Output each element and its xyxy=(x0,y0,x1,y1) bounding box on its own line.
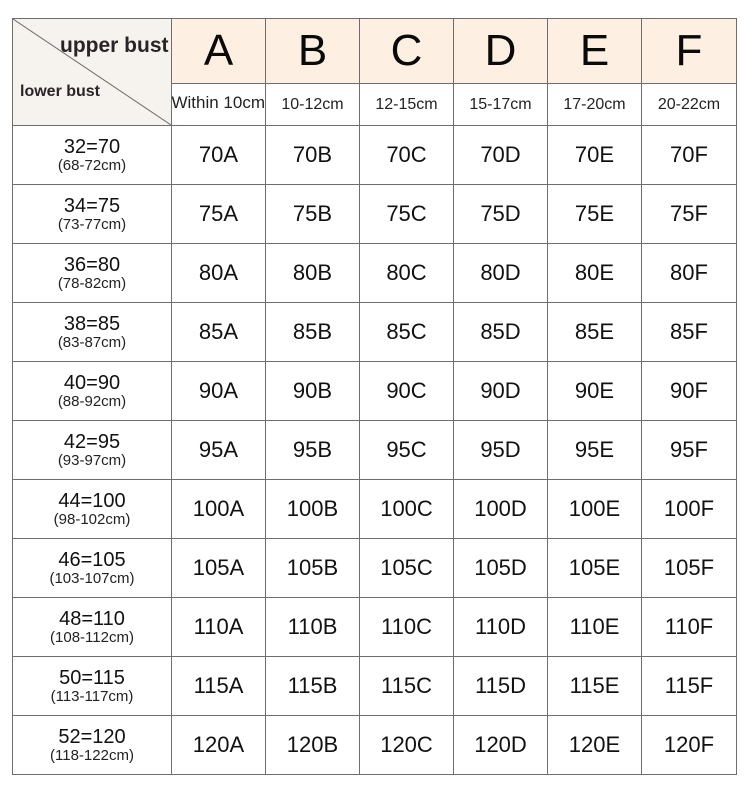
table-row xyxy=(13,303,737,362)
band-size-label: 36=80 xyxy=(63,253,121,276)
band-size-label: 32=70 xyxy=(63,135,121,158)
cup-header-f: F xyxy=(642,19,737,84)
size-cell: 120F xyxy=(642,716,737,775)
size-cell: 80F xyxy=(642,244,737,303)
size-cell: 105D xyxy=(454,539,548,598)
size-cell: 85F xyxy=(642,303,737,362)
size-cell: 85C xyxy=(360,303,454,362)
band-range-label: (108-112cm) xyxy=(50,628,134,646)
size-cell: 90D xyxy=(454,362,548,421)
band-range-label: (73-77cm) xyxy=(57,215,127,233)
band-range-label: (78-82cm) xyxy=(57,274,127,292)
band-range-label: (93-97cm) xyxy=(57,451,127,469)
table-row xyxy=(13,185,737,244)
size-cell: 85D xyxy=(454,303,548,362)
cup-range-a xyxy=(172,84,266,126)
table-row xyxy=(13,244,737,303)
size-cell: 110B xyxy=(266,598,360,657)
size-cell: 90B xyxy=(266,362,360,421)
size-cell: 105E xyxy=(548,539,642,598)
size-cell: 90C xyxy=(360,362,454,421)
size-cell: 115E xyxy=(548,657,642,716)
size-cell: 120B xyxy=(266,716,360,775)
size-cell: 85A xyxy=(172,303,266,362)
band-size-label: 38=85 xyxy=(63,312,121,335)
table-row xyxy=(13,598,737,657)
size-cell: 100D xyxy=(454,480,548,539)
bra-size-table xyxy=(12,18,737,775)
cup-header-e: E xyxy=(548,19,642,84)
cup-range-d: 15-17cm xyxy=(454,84,548,126)
band-size-cell xyxy=(13,126,172,185)
table-row xyxy=(13,362,737,421)
size-cell: 100E xyxy=(548,480,642,539)
size-cell: 105F xyxy=(642,539,737,598)
size-cell: 80B xyxy=(266,244,360,303)
size-cell: 100C xyxy=(360,480,454,539)
size-cell: 75F xyxy=(642,185,737,244)
size-cell: 120D xyxy=(454,716,548,775)
band-size-cell xyxy=(13,716,172,775)
size-cell: 115D xyxy=(454,657,548,716)
size-cell: 95F xyxy=(642,421,737,480)
band-range-label: (83-87cm) xyxy=(57,333,127,351)
size-cell: 80C xyxy=(360,244,454,303)
band-range-label: (68-72cm) xyxy=(57,156,127,174)
size-cell: 95C xyxy=(360,421,454,480)
size-cell: 70B xyxy=(266,126,360,185)
band-range-label: (88-92cm) xyxy=(57,392,127,410)
band-size-cell xyxy=(13,480,172,539)
size-cell: 75A xyxy=(172,185,266,244)
table-row xyxy=(13,480,737,539)
band-range-label: (118-122cm) xyxy=(50,746,134,764)
table-row xyxy=(13,126,737,185)
size-cell: 70D xyxy=(454,126,548,185)
size-cell: 110F xyxy=(642,598,737,657)
band-range-label: (98-102cm) xyxy=(53,510,131,528)
corner-header xyxy=(13,19,172,126)
size-cell: 115C xyxy=(360,657,454,716)
size-cell: 100B xyxy=(266,480,360,539)
table-row xyxy=(13,539,737,598)
size-cell: 80D xyxy=(454,244,548,303)
cup-range-b: 10-12cm xyxy=(266,84,360,126)
size-cell: 110A xyxy=(172,598,266,657)
size-cell: 110D xyxy=(454,598,548,657)
band-size-label: 34=75 xyxy=(63,194,121,217)
size-cell: 100F xyxy=(642,480,737,539)
band-size-cell xyxy=(13,244,172,303)
size-cell: 105A xyxy=(172,539,266,598)
cup-range-a-text: Within 10cm xyxy=(171,93,265,112)
band-size-cell xyxy=(13,657,172,716)
size-cell: 95A xyxy=(172,421,266,480)
size-cell: 75B xyxy=(266,185,360,244)
band-size-cell xyxy=(13,362,172,421)
size-cell: 110E xyxy=(548,598,642,657)
table-row xyxy=(13,421,737,480)
size-cell: 120E xyxy=(548,716,642,775)
size-cell: 90A xyxy=(172,362,266,421)
band-size-label: 46=105 xyxy=(58,548,126,571)
size-cell: 95B xyxy=(266,421,360,480)
size-cell: 115B xyxy=(266,657,360,716)
size-cell: 100A xyxy=(172,480,266,539)
size-cell: 75D xyxy=(454,185,548,244)
size-cell: 80A xyxy=(172,244,266,303)
lower-bust-label: lower bust xyxy=(20,83,101,100)
table-row xyxy=(13,657,737,716)
band-range-label: (113-117cm) xyxy=(50,687,134,705)
band-size-cell xyxy=(13,303,172,362)
band-range-label: (103-107cm) xyxy=(49,569,135,587)
cup-range-c: 12-15cm xyxy=(360,84,454,126)
size-cell: 110C xyxy=(360,598,454,657)
cup-header-d: D xyxy=(454,19,548,84)
size-cell: 95E xyxy=(548,421,642,480)
band-size-cell xyxy=(13,598,172,657)
size-cell: 120C xyxy=(360,716,454,775)
band-size-cell xyxy=(13,539,172,598)
cup-header-row xyxy=(13,19,737,84)
size-table-body xyxy=(13,126,737,775)
band-size-cell xyxy=(13,185,172,244)
cup-range-f: 20-22cm xyxy=(642,84,737,126)
cup-header-b: B xyxy=(266,19,360,84)
size-cell: 80E xyxy=(548,244,642,303)
size-cell: 70F xyxy=(642,126,737,185)
size-cell: 75C xyxy=(360,185,454,244)
size-cell: 90E xyxy=(548,362,642,421)
band-size-label: 52=120 xyxy=(58,725,126,748)
size-cell: 85E xyxy=(548,303,642,362)
table-row xyxy=(13,716,737,775)
size-cell: 95D xyxy=(454,421,548,480)
band-size-label: 42=95 xyxy=(63,430,121,453)
cup-range-e: 17-20cm xyxy=(548,84,642,126)
size-cell: 90F xyxy=(642,362,737,421)
size-cell: 115A xyxy=(172,657,266,716)
size-cell: 115F xyxy=(642,657,737,716)
size-cell: 105B xyxy=(266,539,360,598)
band-size-label: 50=115 xyxy=(59,666,125,689)
size-cell: 85B xyxy=(266,303,360,362)
band-size-cell xyxy=(13,421,172,480)
size-cell: 70C xyxy=(360,126,454,185)
size-cell: 105C xyxy=(360,539,454,598)
band-size-label: 48=110 xyxy=(59,607,125,630)
size-cell: 75E xyxy=(548,185,642,244)
cup-header-a: A xyxy=(172,19,266,84)
size-cell: 70E xyxy=(548,126,642,185)
cup-header-c: C xyxy=(360,19,454,84)
size-cell: 70A xyxy=(172,126,266,185)
size-cell: 120A xyxy=(172,716,266,775)
band-size-label: 40=90 xyxy=(63,371,121,394)
upper-bust-label: upper bust xyxy=(60,34,169,57)
band-size-label: 44=100 xyxy=(58,489,126,512)
